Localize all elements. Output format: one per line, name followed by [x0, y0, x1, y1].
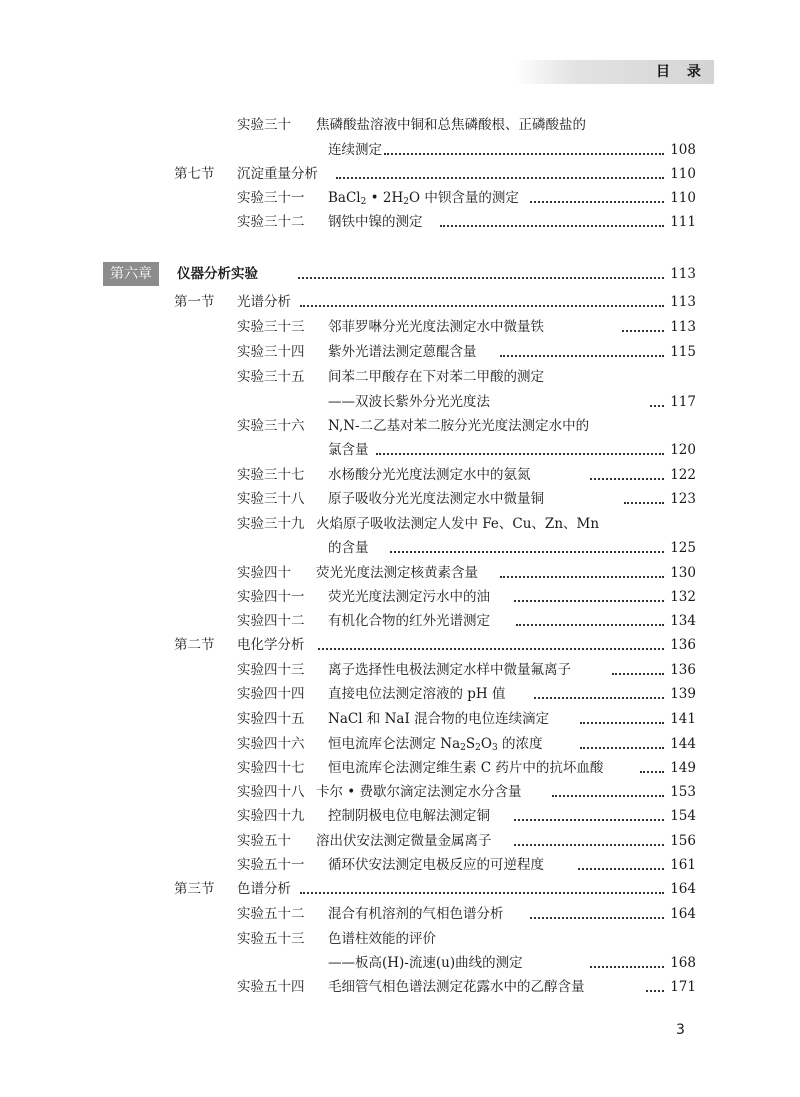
entry-title: 卡尔 • 费歇尔滴定法测定水分含量: [316, 784, 522, 800]
entry-page: 125: [670, 540, 696, 556]
entry-title: N,N-二乙基对苯二胺分光光度法测定水中的: [328, 418, 590, 434]
entry-number: 实验四十七: [237, 760, 305, 776]
entry-number: 实验三十: [237, 117, 291, 133]
toc-entry-exp-40[interactable]: [0, 563, 800, 583]
entry-page: 122: [670, 467, 696, 483]
entry-number: 实验四十六: [237, 736, 305, 752]
toc-entry-section-3[interactable]: [0, 879, 800, 899]
entry-number: 实验三十二: [237, 214, 305, 230]
dot-leader: [578, 868, 664, 870]
toc-entry-exp-43[interactable]: [0, 660, 800, 680]
toc-entry-exp-54[interactable]: [0, 977, 800, 997]
entry-page: 120: [670, 442, 696, 458]
dot-leader: [514, 844, 664, 846]
entry-title: 离子选择性电极法测定水样中微量氟离子: [328, 662, 571, 678]
toc-entry-exp-39[interactable]: [0, 514, 800, 534]
entry-title: 原子吸收分光光度法测定水中微量铜: [328, 491, 544, 507]
toc-entry-exp-51[interactable]: [0, 855, 800, 875]
dot-leader: [580, 747, 664, 749]
dot-leader: [650, 405, 664, 407]
entry-page: 108: [670, 142, 696, 158]
dot-leader: [336, 177, 664, 179]
entry-title-cont: ——双波长紫外分光光度法: [328, 394, 490, 410]
dot-leader: [514, 819, 664, 821]
dot-leader: [318, 648, 664, 650]
entry-page: 113: [670, 294, 696, 310]
entry-number: 实验三十五: [237, 369, 305, 385]
entry-page: 141: [670, 711, 696, 727]
header-title: 目 录: [656, 64, 707, 80]
dot-leader: [534, 697, 664, 699]
entry-title: 混合有机溶剂的气相色谱分析: [328, 906, 504, 922]
entry-number: 实验三十四: [237, 344, 305, 360]
entry-title: NaCl 和 NaI 混合物的电位连续滴定: [328, 711, 550, 727]
chapter-badge: 第六章: [103, 262, 159, 286]
entry-page: 123: [670, 491, 696, 507]
entry-number: 实验四十八: [237, 784, 305, 800]
entry-title: 荧光光度法测定核黄素含量: [316, 565, 478, 581]
entry-number: 实验四十三: [237, 662, 305, 678]
entry-title: 控制阴极电位电解法测定铜: [328, 808, 490, 824]
entry-number: 实验四十五: [237, 711, 305, 727]
entry-title: 有机化合物的红外光谱测定: [328, 613, 490, 629]
entry-title: BaCl$_2$ • $2H_2O$ 中钡含量的测定: [328, 190, 519, 207]
entry-title-cont: ——板高(H)-流速(u)曲线的测定: [328, 955, 523, 971]
entry-title: 循环伏安法测定电极反应的可逆程度: [328, 857, 544, 873]
entry-title: 恒电流库仑法测定维生素 C 药片中的抗坏血酸: [328, 760, 604, 776]
entry-title-cont: 氯含量: [328, 442, 369, 458]
toc-entry-exp-37[interactable]: [0, 465, 800, 485]
toc-entry-exp-39-cont[interactable]: [0, 538, 800, 558]
entry-number: 实验四十九: [237, 808, 305, 824]
toc-entry-exp-35[interactable]: [0, 367, 800, 387]
dot-leader: [530, 917, 664, 919]
dot-leader: [384, 153, 664, 155]
entry-title: 邻菲罗啉分光光度法测定水中微量铁: [328, 319, 544, 335]
entry-page: 113: [670, 266, 696, 282]
section-number: 第七节: [174, 166, 215, 182]
toc-entry-exp-44[interactable]: [0, 684, 800, 704]
dot-leader: [390, 551, 664, 553]
toc-entry-exp-30-cont[interactable]: [0, 140, 800, 160]
dot-leader: [646, 990, 664, 992]
toc-entry-exp-31[interactable]: [0, 188, 800, 208]
entry-title: 毛细管气相色谱法测定花露水中的乙醇含量: [328, 979, 585, 995]
page-number: 3: [676, 1022, 685, 1038]
toc-entry-exp-50[interactable]: [0, 831, 800, 851]
toc-entry-exp-32[interactable]: [0, 212, 800, 232]
dot-leader: [612, 673, 664, 675]
entry-page: 164: [670, 881, 696, 897]
toc-entry-exp-49[interactable]: [0, 806, 800, 826]
entry-page: 130: [670, 565, 696, 581]
entry-number: 实验五十一: [237, 857, 305, 873]
entry-page: 117: [670, 394, 696, 410]
entry-page: 149: [670, 760, 696, 776]
dot-leader: [622, 330, 664, 332]
dot-leader: [552, 795, 664, 797]
entry-title: 水杨酸分光光度法测定水中的氨氮: [328, 467, 531, 483]
dot-leader: [580, 722, 664, 724]
dot-leader: [300, 305, 664, 307]
entry-number: 实验四十二: [237, 613, 305, 629]
section-number: 第一节: [174, 294, 215, 310]
entry-title: 钢铁中镍的测定: [328, 214, 423, 230]
entry-number: 实验三十九: [237, 516, 305, 532]
toc-entry-exp-52[interactable]: [0, 904, 800, 924]
entry-title: 直接电位法测定溶液的 pH 值: [328, 686, 506, 702]
entry-page: 111: [670, 214, 696, 230]
entry-number: 实验四十四: [237, 686, 305, 702]
toc-entry-exp-30[interactable]: [0, 115, 800, 135]
section-number: 第三节: [174, 881, 215, 897]
toc-entry-exp-47[interactable]: [0, 758, 800, 778]
dot-leader: [516, 624, 664, 626]
entry-page: 113: [670, 319, 696, 335]
entry-number: 实验五十: [237, 833, 291, 849]
section-title: 电化学分析: [237, 637, 305, 653]
entry-title: 火焰原子吸收法测定人发中 Fe、Cu、Zn、Mn: [316, 516, 600, 532]
section-number: 第二节: [174, 637, 215, 653]
entry-page: 139: [670, 686, 696, 702]
entry-number: 实验三十一: [237, 190, 305, 206]
toc-entry-exp-53-cont[interactable]: [0, 953, 800, 973]
toc-entry-exp-34[interactable]: [0, 342, 800, 362]
entry-title: 溶出伏安法测定微量金属离子: [316, 833, 492, 849]
dot-leader: [514, 600, 664, 602]
toc-entry-exp-36[interactable]: [0, 416, 800, 436]
section-title: 色谱分析: [237, 881, 291, 897]
toc-entry-exp-41[interactable]: [0, 587, 800, 607]
dot-leader: [640, 771, 664, 773]
entry-title-cont: 连续测定: [328, 142, 382, 158]
entry-number: 实验五十二: [237, 906, 305, 922]
entry-number: 实验三十七: [237, 467, 305, 483]
entry-page: 153: [670, 784, 696, 800]
dot-leader: [298, 277, 664, 279]
entry-number: 实验三十三: [237, 319, 305, 335]
entry-page: 168: [670, 955, 696, 971]
toc-entry-exp-45[interactable]: [0, 709, 800, 729]
chapter-title: 仪器分析实验: [177, 266, 258, 282]
toc-entry-exp-48[interactable]: [0, 782, 800, 802]
entry-page: 136: [670, 637, 696, 653]
entry-number: 实验三十六: [237, 418, 305, 434]
entry-title: 间苯二甲酸存在下对苯二甲酸的测定: [328, 369, 544, 385]
entry-page: 156: [670, 833, 696, 849]
entry-page: 154: [670, 808, 696, 824]
entry-title: 荧光光度法测定污水中的油: [328, 589, 490, 605]
toc-entry-exp-53[interactable]: [0, 929, 800, 949]
dot-leader: [376, 453, 664, 455]
entry-page: 164: [670, 906, 696, 922]
dot-leader: [590, 966, 664, 968]
dot-leader: [500, 355, 664, 357]
dot-leader: [300, 892, 664, 894]
entry-page: 136: [670, 662, 696, 678]
entry-page: 134: [670, 613, 696, 629]
entry-page: 171: [670, 979, 696, 995]
entry-title: 恒电流库仑法测定 $Na_2S_2O_3$ 的浓度: [328, 736, 543, 753]
dot-leader: [500, 576, 664, 578]
toc-entry-exp-33[interactable]: [0, 317, 800, 337]
entry-page: 110: [670, 166, 696, 182]
section-title: 光谱分析: [237, 294, 291, 310]
entry-page: 115: [670, 344, 696, 360]
toc-entry-section-7[interactable]: [0, 164, 800, 184]
entry-page: 161: [670, 857, 696, 873]
toc-entry-exp-36-cont[interactable]: [0, 440, 800, 460]
entry-page: 110: [670, 190, 696, 206]
entry-title: 紫外光谱法测定蒽醌含量: [328, 344, 477, 360]
toc-entry-exp-38[interactable]: [0, 489, 800, 509]
dot-leader: [624, 502, 664, 504]
dot-leader: [590, 478, 664, 480]
entry-number: 实验三十八: [237, 491, 305, 507]
dot-leader: [440, 225, 664, 227]
dot-leader: [530, 201, 664, 203]
toc-entry-exp-35-cont[interactable]: [0, 392, 800, 412]
toc-entry-exp-42[interactable]: [0, 611, 800, 631]
entry-page: 132: [670, 589, 696, 605]
entry-number: 实验五十四: [237, 979, 305, 995]
entry-title: 焦磷酸盐溶液中铜和总焦磷酸根、正磷酸盐的: [316, 117, 586, 133]
toc-entry-section-1[interactable]: [0, 292, 800, 312]
toc-entry-exp-46[interactable]: [0, 734, 800, 754]
entry-page: 144: [670, 736, 696, 752]
entry-number: 实验五十三: [237, 931, 305, 947]
toc-entry-chapter-6[interactable]: [0, 264, 800, 284]
entry-number: 实验四十: [237, 565, 291, 581]
entry-title-cont: 的含量: [328, 540, 369, 556]
entry-number: 实验四十一: [237, 589, 305, 605]
toc-entry-section-2[interactable]: [0, 635, 800, 655]
section-title: 沉淀重量分析: [237, 166, 318, 182]
entry-title: 色谱柱效能的评价: [328, 931, 436, 947]
